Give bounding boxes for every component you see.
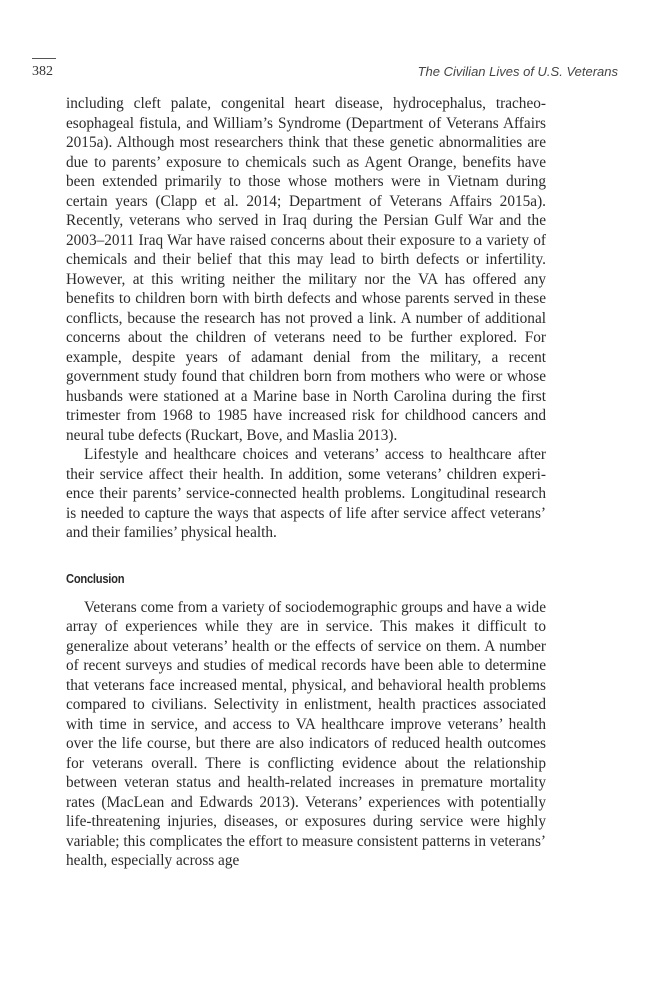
paragraph-continued: including cleft palate, congenital heart disease, hydrocephalus, tracheoesophageal fistula, and William’s Syndrome (Department of Veterans Affairs 2015a). Although most researchers think that these genetic abnormalities are due to parents’ exposure to chemicals such as Agent Orange, benefits have been extended primarily to those whose mothers were in Vietnam during certain years (Clapp et al. 2014; Department of Veterans Affairs 2015a). Recently, veterans who served in Iraq during the Persian Gulf War and the 2003–2011 Iraq War have raised concerns about their exposure to a variety of chemicals and their belief that this may lead to birth defects or infertility. However, at this writing neither the military nor the VA has offered any benefits to children born with birth defects and whose parents served in these conflicts, because the research has not proved a link. A number of additional concerns about the children of veterans need to be further explored. For example, despite years of adamant denial from the military, a recent government study found that children born from mothers who were or whose husbands were stationed at a Marine base in North Carolina during the first trimester from 1968 to 1985 have increased risk for childhood cancers and neural tube defects (Ruckart, Bove, and Maslia 2013). [66,95,546,444]
running-head: The Civilian Lives of U.S. Veterans [417,64,618,79]
page-number-rule [32,58,56,59]
page-number: 382 [32,64,53,79]
section-heading-conclusion: Conclusion [66,570,125,586]
paragraph-conclusion: Veterans come from a variety of sociodemographic groups and have a wide array of experiences while they are in service. This makes it difficult to generalize about veterans’ health or the effects of service on them. A number of recent surveys and studies of medical records have been able to determine that veterans face increased mental, physical, and behavioral health problems compared to civilians. Selectivity in enlistment, health practices associated with time in service, and access to VA healthcare improve veterans’ health over the life course, but there are also indicators of reduced health outcomes for veterans overall. There is conflicting evidence about the relationship between veteran status and health-related increases in premature mortality rates (MacLean and Edwards 2013). Veterans’ experiences with potentially life-threatening injuries, diseases, or exposures during service were highly variable; this complicates the effort to measure consistent patterns in veterans’ health, especially across age [66,598,546,869]
body-text [66,94,546,871]
paragraph-lifestyle: Lifestyle and healthcare choices and veterans’ access to healthcare after their service affect their health. In addition, some veterans’ children experience their parents’ service-connected health problems. Longitudinal research is needed to capture the ways that aspects of life after service affect veterans’ and their families’ physical health. [66,446,546,541]
